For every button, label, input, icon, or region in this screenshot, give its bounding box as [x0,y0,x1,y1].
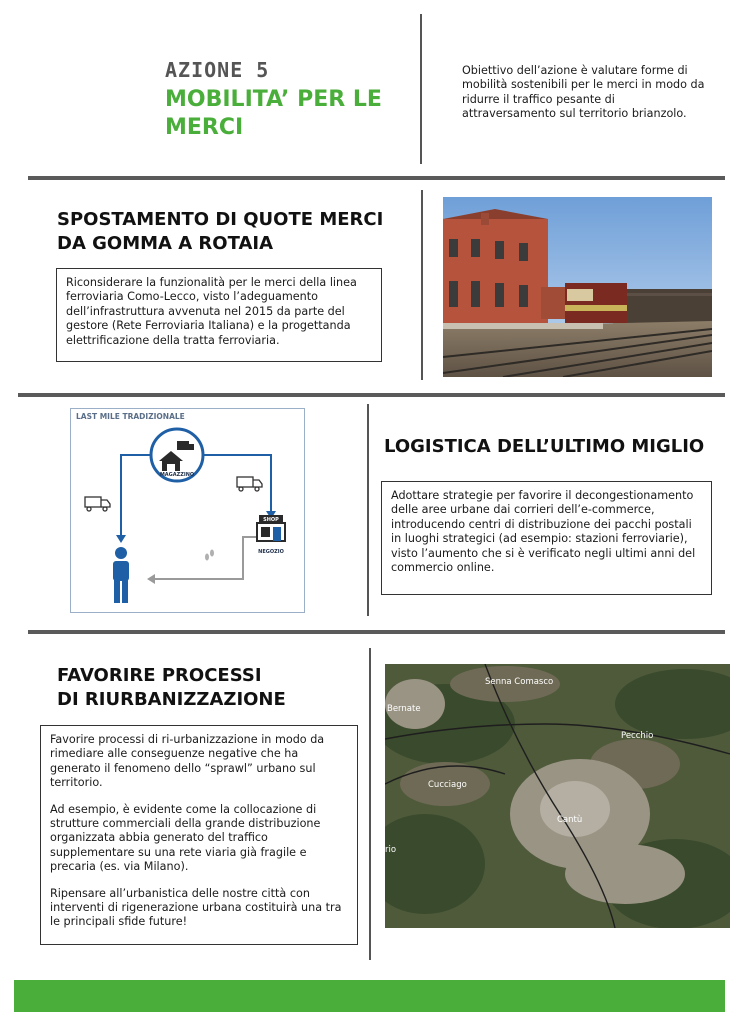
section1-divider [421,190,423,380]
satellite-map-illustration [385,664,730,928]
section-rule-1 [28,176,725,180]
map-label-pecchio: Pecchio [621,731,654,741]
section-rule-2 [18,393,725,397]
header-divider [420,14,422,164]
truck-icon-right [237,477,262,491]
section1-title-line2: DA GOMMA A ROTAIA [57,233,274,254]
map-label-bernate: Bernate [387,704,421,714]
page-title-line1: MOBILITA’ PER LE [165,87,382,112]
section3-title-line1: FAVORIRE PROCESSI [57,665,262,686]
shop-icon [257,515,285,541]
section1-textbox: Riconsiderare la funzionalità per le merci della linea ferroviaria Como-Lecco, visto l’adeguamento dell’infrastruttura avvenuta nel 2015 da parte del gestore (Rete Ferroviaria Italiana) e la progettanda elettrificazione della tratta ferroviaria. [56,268,382,362]
map-label-senna: Senna Comasco [485,677,554,687]
map-label-cantu: Cantù [557,815,583,825]
section3-para3: Ripensare all’urbanistica delle nostre città con interventi di rigenerazione urbana costituirà una tra le principali sfide future! [50,886,342,929]
section3-title-line2: DI RIURBANIZZAZIONE [57,689,286,710]
section3-para1: Favorire processi di ri-urbanizzazione in modo da rimediare alle conseguenze negative che ha generato il fenomeno dello “sprawl” urbano sul territorio. [50,733,325,790]
customer-icon [113,547,129,603]
last-mile-diagram-svg [71,409,304,612]
section3-title [57,664,286,712]
map-label-cucciago: Cucciago [428,780,467,790]
section3-divider [369,648,371,960]
map-label-edge: rio [385,845,397,855]
section1-title [57,208,383,256]
train-photo-illustration [443,197,712,377]
section3-textbox [40,725,358,945]
section2-textbox: Adottare strategie per favorire il decongestionamento delle aree urbane dai corrieri dell’e-commerce, introducendo centri di distribuzione dei pacchi postali in luoghi strategici (ad esempio: stazioni ferroviarie), visto l’aumento che si è verificato negli ultimi anni del commercio online. [381,481,712,595]
action-kicker: AZIONE 5 [165,58,270,82]
truck-icon-left [85,497,110,511]
train-photo [443,197,712,377]
section2-divider [367,404,369,616]
diagram-title: LAST MILE TRADIZIONALE [76,412,185,421]
page-title-line2: MERCI [165,115,244,140]
footsteps-icon [205,550,214,561]
satellite-map [385,664,730,928]
shop-label: NEGOZIO [258,549,284,555]
page-title [165,86,382,142]
footer-bar [14,980,725,1012]
section2-title: LOGISTICA DELL’ULTIMO MIGLIO [384,436,705,457]
shop-sign: SHOP [263,517,279,523]
section-rule-3 [28,630,725,634]
warehouse-label: MAGAZZINO [159,472,195,478]
last-mile-diagram [70,408,305,613]
section3-para2: Ad esempio, è evidente come la collocazione di strutture commerciali della grande distribuzione organizzata abbia generato del traffico supplementare su una rete viaria già fragile e precaria (es. via Milano). [50,802,321,874]
objective-text: Obiettivo dell’azione è valutare forme di mobilità sostenibili per le merci in modo da ridurre il traffico pesante di attraversamento sul territorio brianzolo. [462,64,705,121]
section1-title-line1: SPOSTAMENTO DI QUOTE MERCI [57,209,384,230]
